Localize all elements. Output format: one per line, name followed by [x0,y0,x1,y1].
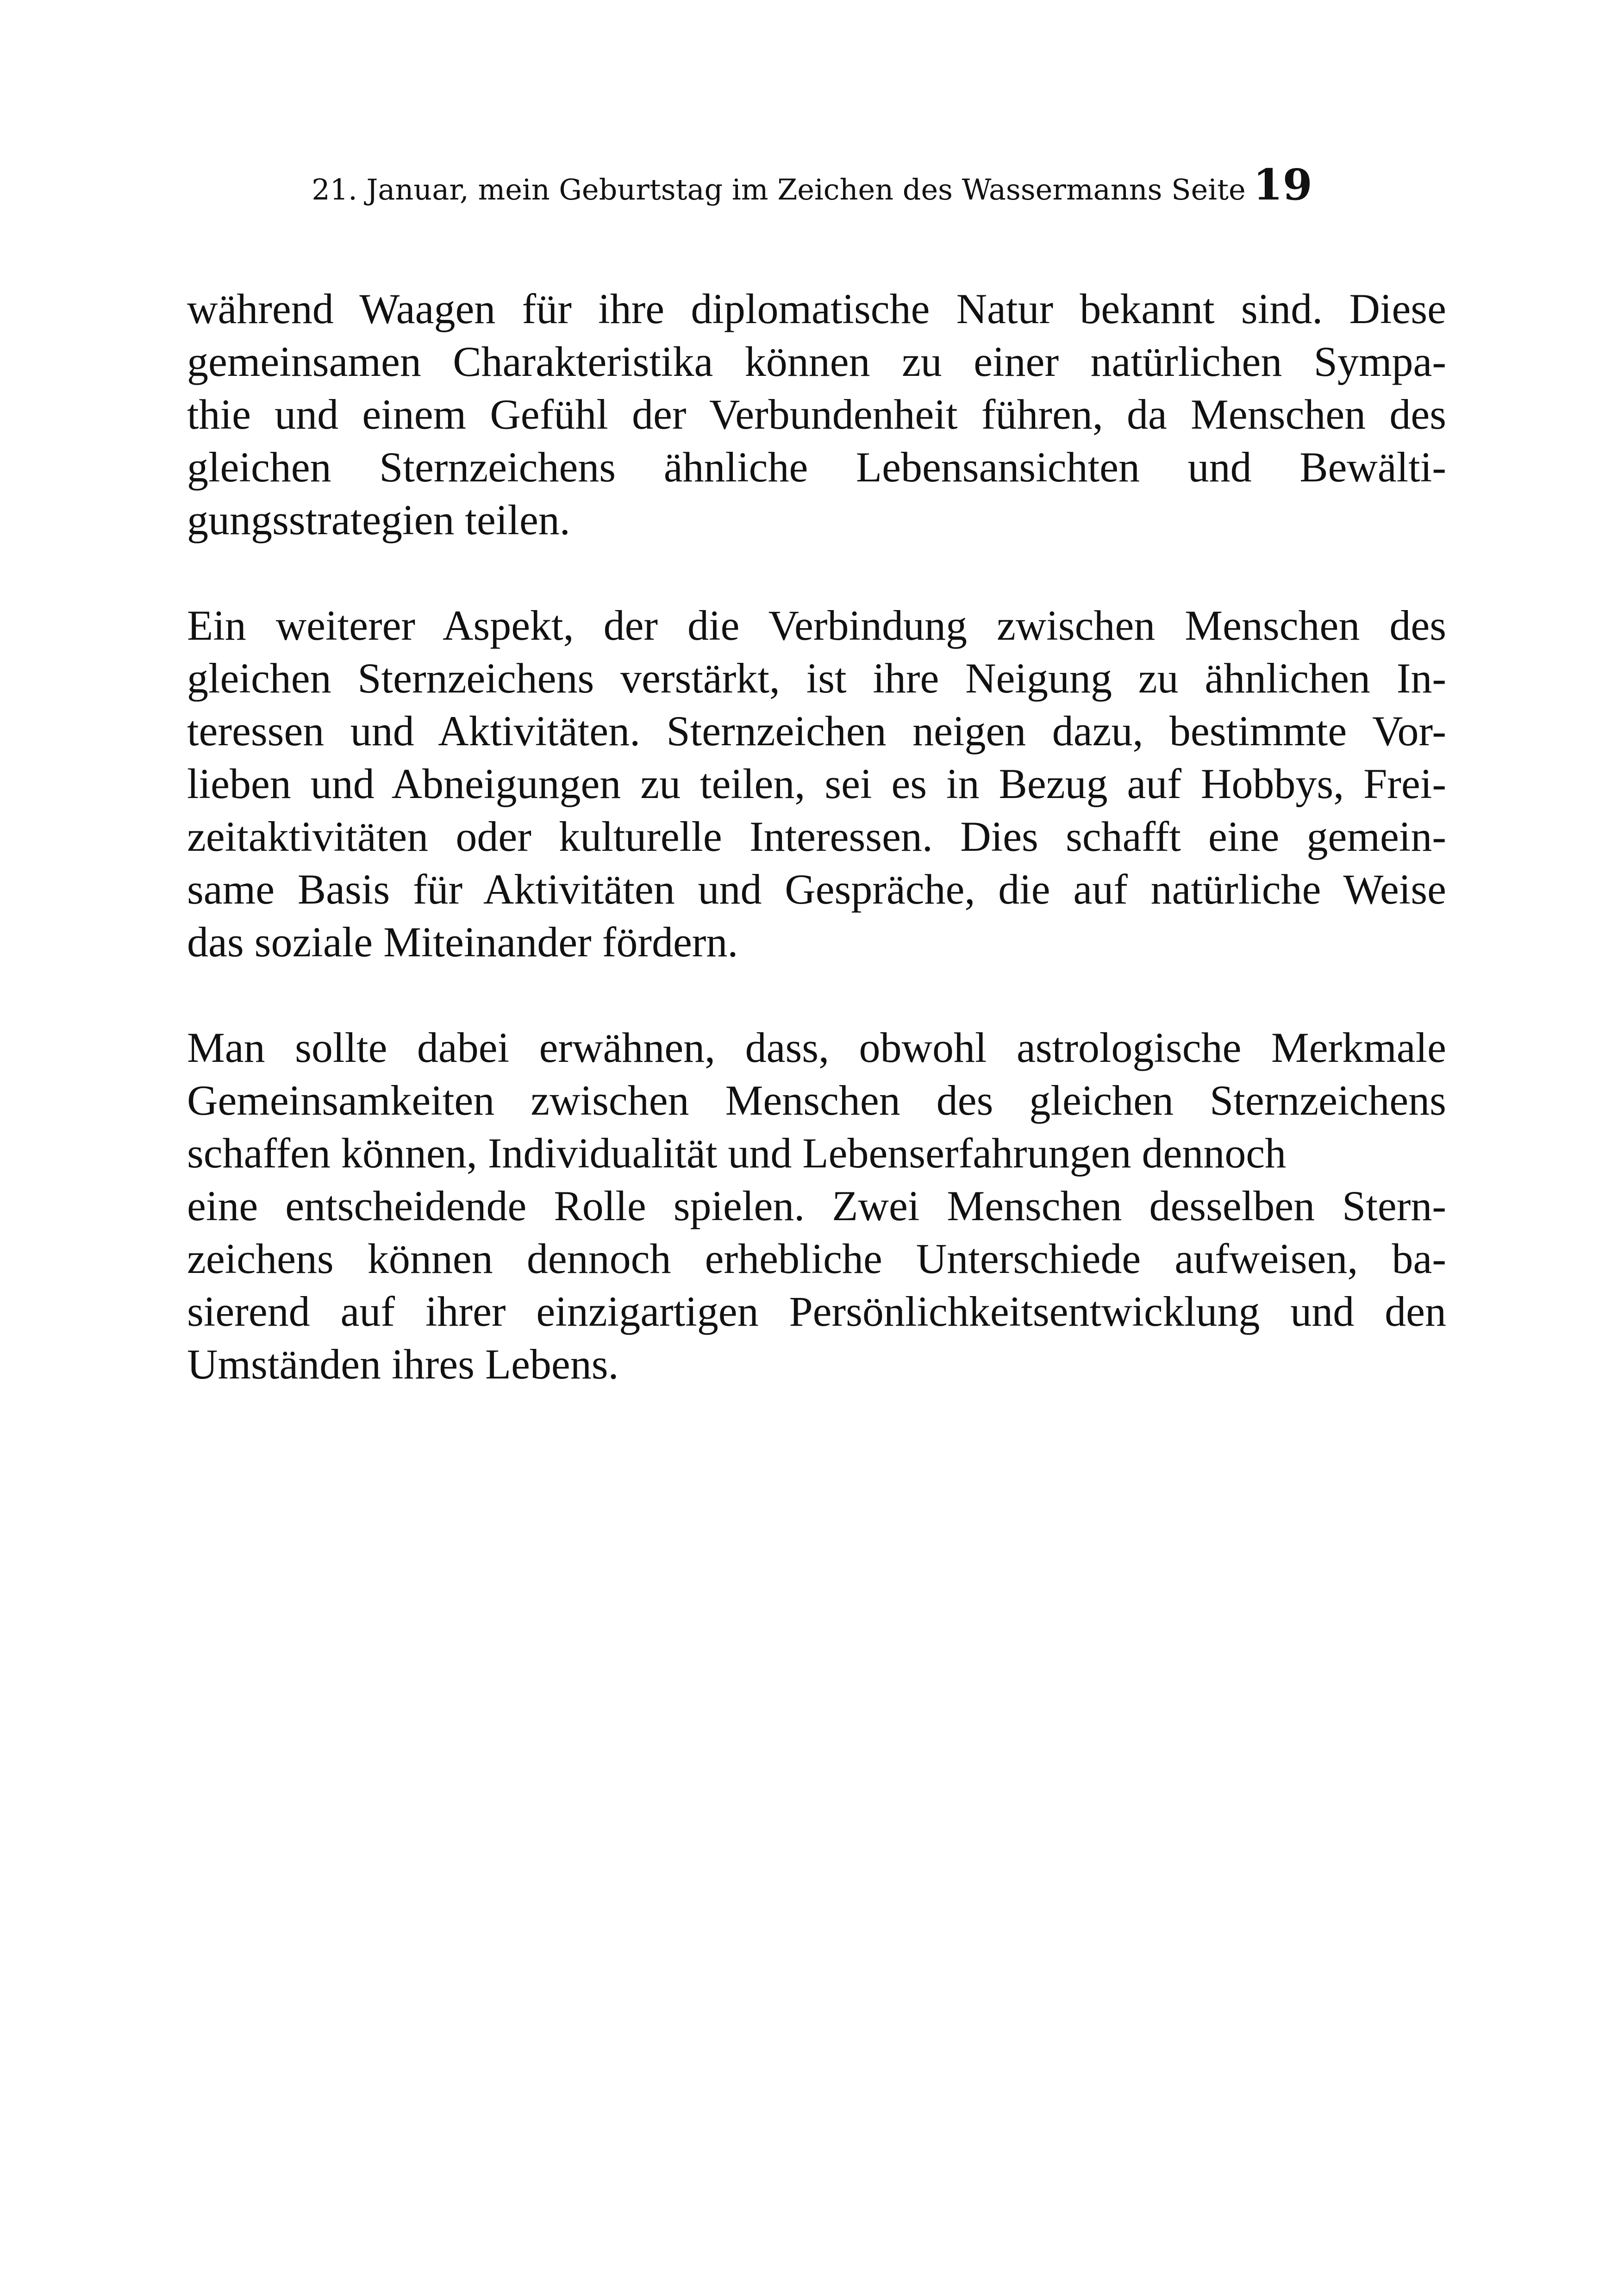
paragraph-3 [187,1021,1446,1391]
running-header [0,160,1624,210]
text-line: Man sollte dabei erwähnen, dass, obwohl astrologische Merkmale [187,1024,1446,1071]
text-line: sierend auf ihrer einzigartigen Persönlichkeitsentwicklung und den [187,1288,1446,1335]
text-line: gemeinsamen Charakteristika können zu einer natürlichen Sympa- [187,338,1446,385]
text-line: Ein weiterer Aspekt, der die Verbindung zwischen Menschen des [187,602,1446,649]
text-line: das soziale Miteinander fördern. [187,918,738,966]
text-line: eine entscheidende Rolle spielen. Zwei Menschen desselben Stern- [187,1182,1446,1229]
text-line: gleichen Sternzeichens verstärkt, ist ihre Neigung zu ähnlichen In- [187,655,1446,702]
text-line: während Waagen für ihre diplomatische Natur bekannt sind. Diese [187,285,1446,332]
text-line: thie und einem Gefühl der Verbundenheit führen, da Menschen des [187,391,1446,438]
paragraph-1 [187,282,1446,546]
text-line: zeichens können dennoch erhebliche Unterschiede aufweisen, ba- [187,1235,1446,1282]
text-line: Umständen ihres Lebens. [187,1341,619,1388]
text-line: teressen und Aktivitäten. Sternzeichen neigen dazu, bestimmte Vor- [187,707,1446,755]
text-line: lieben und Abneigungen zu teilen, sei es in Bezug auf Hobbys, Frei- [187,760,1446,807]
text-line: Gemeinsamkeiten zwischen Menschen des gleichen Sternzeichens [187,1077,1446,1124]
text-line: schaffen können, Individualität und Lebenserfahrungen dennoch [187,1129,1287,1177]
paragraph-2 [187,599,1446,968]
text-line: gleichen Sternzeichens ähnliche Lebensansichten und Bewälti- [187,443,1446,491]
page-number: 19 [1253,160,1312,210]
body-text [187,282,1446,1443]
text-line: same Basis für Aktivitäten und Gespräche, die auf natürliche Weise [187,866,1446,913]
running-title: 21. Januar, mein Geburtstag im Zeichen des Wassermanns Seite [312,173,1246,206]
text-line: gungsstrategien teilen. [187,496,570,543]
text-line: zeitaktivitäten oder kulturelle Interessen. Dies schafft eine gemein- [187,813,1446,860]
